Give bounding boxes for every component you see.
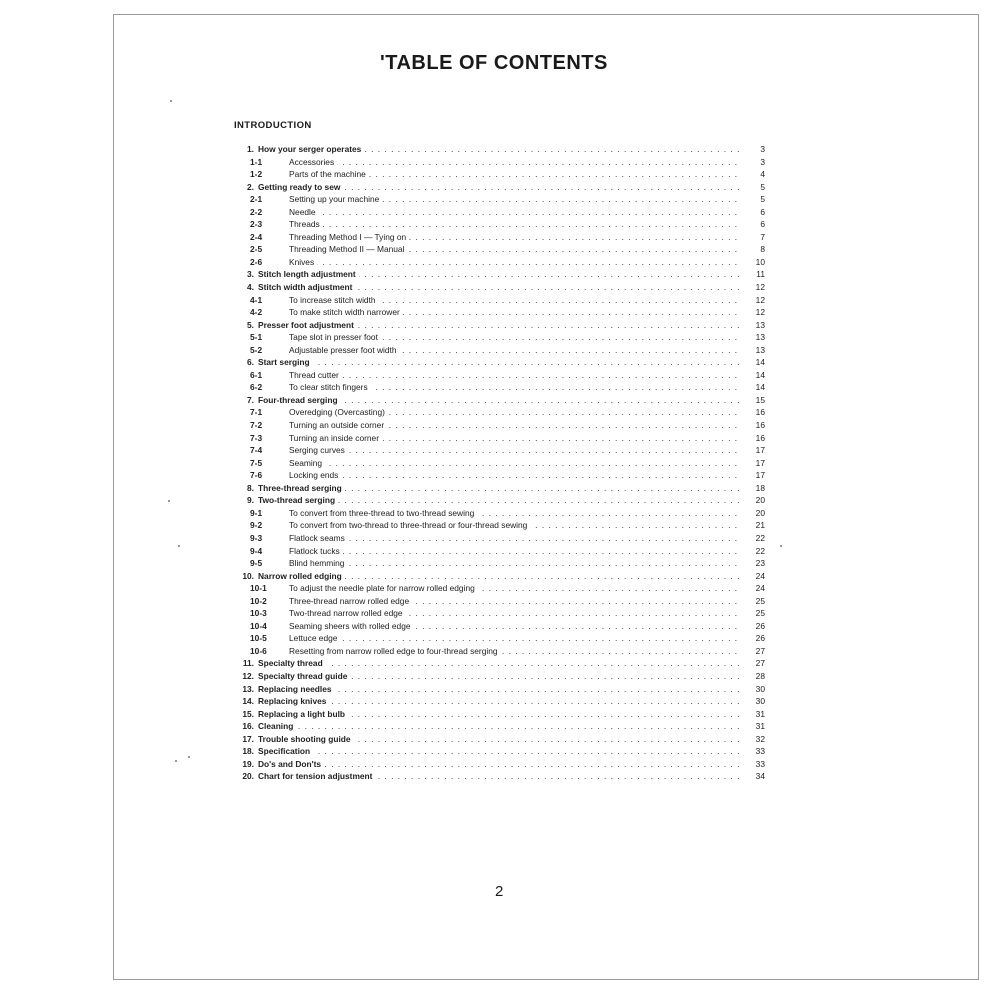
toc-entry-title: To adjust the needle plate for narrow rolled edging: [289, 583, 478, 593]
toc-entry-page: 25: [755, 595, 765, 606]
toc-entry: [230, 720, 765, 733]
toc-entry-label: [289, 469, 739, 482]
toc-entry-number: 7-6: [250, 470, 263, 481]
toc-entry-page: 12: [755, 282, 765, 293]
toc-entry-number: 2-4: [250, 231, 263, 242]
toc-entry-title: To convert from two-thread to three-thread or four-thread sewing: [289, 520, 530, 530]
toc-entry-title: How your serger operates: [258, 144, 364, 154]
toc-entry-page: 34: [755, 771, 765, 782]
toc-entry-title: Replacing knives: [258, 696, 329, 706]
toc-entry: [230, 281, 765, 294]
toc-entry: [230, 344, 765, 357]
toc-entry-number: 4-2: [250, 307, 263, 318]
toc-entry-title: Serging curves: [289, 445, 348, 455]
toc-entry-label: [289, 457, 739, 470]
toc-entry-title: Three-thread narrow rolled edge: [289, 596, 412, 606]
toc-entry-label: [289, 256, 739, 269]
toc-entry-title: Four-thread serging: [258, 395, 341, 405]
toc-entry-page: 12: [755, 307, 765, 318]
toc-entry-title: Getting ready to sew: [258, 182, 343, 192]
toc-entry: [230, 733, 765, 746]
toc-entry-page: 24: [755, 583, 765, 594]
toc-entry-page: 33: [755, 758, 765, 769]
toc-entry-label: [289, 294, 739, 307]
toc-entry: [230, 745, 765, 758]
toc-entry-number: 18.: [242, 746, 254, 757]
toc-entry-page: 13: [755, 319, 765, 330]
toc-entry-page: 24: [755, 570, 765, 581]
toc-entry-label: [258, 482, 739, 495]
page-title: 'TABLE OF CONTENTS: [380, 52, 608, 74]
toc-entry-page: 30: [755, 696, 765, 707]
toc-entry-title: Specialty thread: [258, 658, 326, 668]
toc-entry-label: [258, 268, 739, 281]
toc-entry-number: 1-1: [250, 156, 263, 167]
toc-entry-page: 20: [755, 495, 765, 506]
toc-entry-title: Setting up your machine: [289, 194, 382, 204]
toc-entry-page: 26: [755, 620, 765, 631]
toc-entry-number: 11.: [242, 658, 254, 669]
toc-entry-title: To make stitch width narrower: [289, 307, 403, 317]
toc-entry-label: [289, 344, 739, 357]
toc-entry: [230, 231, 765, 244]
toc-entry-number: 9-5: [250, 558, 263, 569]
toc-entry-number: 7-1: [250, 407, 263, 418]
toc-entry-page: 7: [760, 231, 765, 242]
toc-entry: [230, 620, 765, 633]
toc-entry-title: Turning an outside corner: [289, 420, 387, 430]
toc-entry-title: Seaming: [289, 458, 325, 468]
toc-entry-label: [258, 181, 739, 194]
toc-entry-label: [289, 306, 739, 319]
toc-entry-title: Overedging (Overcasting): [289, 407, 388, 417]
toc-entry-page: 31: [755, 721, 765, 732]
page-number: 2: [495, 883, 504, 900]
toc-entry-title: Presser foot adjustment: [258, 320, 357, 330]
toc-entry-number: 12.: [242, 670, 254, 681]
toc-entry-title: Lettuce edge: [289, 633, 340, 643]
toc-entry-page: 14: [755, 382, 765, 393]
toc-entry-label: [289, 419, 739, 432]
toc-entry-page: 14: [755, 369, 765, 380]
toc-entry-number: 2-2: [250, 206, 263, 217]
toc-entry-label: [289, 432, 739, 445]
toc-entry-title: Specification: [258, 746, 313, 756]
toc-entry-page: 32: [755, 733, 765, 744]
toc-entry: [230, 369, 765, 382]
toc-entry-title: Trouble shooting guide: [258, 734, 354, 744]
toc-entry-page: 18: [755, 482, 765, 493]
toc-entry-number: 2.: [247, 181, 254, 192]
toc-entry-title: To increase stitch width: [289, 295, 379, 305]
toc-entry: [230, 657, 765, 670]
toc-entry-page: 5: [760, 181, 765, 192]
toc-entry: [230, 607, 765, 620]
toc-entry: [230, 181, 765, 194]
toc-entry-page: 26: [755, 633, 765, 644]
toc-entry-title: Replacing a light bulb: [258, 709, 348, 719]
scan-speck: [170, 100, 172, 102]
toc-entry-label: [258, 720, 739, 733]
toc-entry-label: [258, 319, 739, 332]
toc-entry-title: Cleaning: [258, 721, 296, 731]
toc-entry-page: 28: [755, 670, 765, 681]
toc-entry-title: Turning an inside corner: [289, 433, 382, 443]
toc-entry-number: 6.: [247, 357, 254, 368]
toc-entry: [230, 294, 765, 307]
toc-entry-number: 17.: [242, 733, 254, 744]
toc-entry: [230, 268, 765, 281]
toc-entry-number: 2-3: [250, 219, 263, 230]
scan-speck: [178, 545, 180, 547]
toc-entry-label: [289, 218, 739, 231]
toc-entry: [230, 670, 765, 683]
toc-entry-label: [289, 193, 739, 206]
toc-entry: [230, 708, 765, 721]
toc-entry-number: 6-1: [250, 369, 263, 380]
toc-entry-page: 4: [760, 169, 765, 180]
toc-entry-page: 16: [755, 432, 765, 443]
toc-entry-title: Chart for tension adjustment: [258, 771, 375, 781]
toc-entry-number: 10-1: [250, 583, 267, 594]
scan-speck: [188, 756, 190, 758]
toc-entry-label: [289, 331, 739, 344]
toc-entry: [230, 218, 765, 231]
toc-entry-number: 5-2: [250, 344, 263, 355]
toc-entry-number: 9-2: [250, 520, 263, 531]
toc-entry-number: 4-1: [250, 294, 263, 305]
toc-entry-number: 20.: [242, 771, 254, 782]
toc-entry: [230, 519, 765, 532]
toc-entry-number: 7.: [247, 394, 254, 405]
toc-entry: [230, 193, 765, 206]
toc-entry: [230, 469, 765, 482]
toc-entry-title: Three-thread serging: [258, 483, 345, 493]
toc-entry-number: 7-4: [250, 445, 263, 456]
toc-entry-title: Tape slot in presser foot: [289, 332, 381, 342]
toc-entry: [230, 168, 765, 181]
toc-entry-number: 10-3: [250, 608, 267, 619]
toc-entry-number: 1-2: [250, 169, 263, 180]
toc-entry-label: [289, 519, 739, 532]
toc-entry-number: 15.: [242, 708, 254, 719]
toc-entry-label: [289, 369, 739, 382]
toc-entry: [230, 306, 765, 319]
toc-entry-label: [289, 595, 739, 608]
toc-entry-label: [289, 231, 739, 244]
toc-entry-number: 9-4: [250, 545, 263, 556]
toc-entry-number: 2-1: [250, 194, 263, 205]
toc-entry-number: 19.: [242, 758, 254, 769]
toc-entry-number: 9-3: [250, 532, 263, 543]
toc-entry-number: 16.: [242, 721, 254, 732]
toc-entry-title: Needle: [289, 207, 319, 217]
toc-entry: [230, 143, 765, 156]
toc-entry-title: Flatlock tucks: [289, 546, 343, 556]
toc-entry-title: Adjustable presser foot width: [289, 345, 400, 355]
toc-entry-number: 4.: [247, 282, 254, 293]
toc-entry-page: 31: [755, 708, 765, 719]
section-heading: INTRODUCTION: [234, 120, 312, 131]
toc-entry-label: [289, 444, 739, 457]
toc-entry-label: [289, 243, 739, 256]
toc-entry-number: 7-3: [250, 432, 263, 443]
toc-entry-number: 13.: [242, 683, 254, 694]
toc-entry-page: 17: [755, 445, 765, 456]
toc-entry-page: 14: [755, 357, 765, 368]
toc-entry-page: 27: [755, 658, 765, 669]
toc-entry-title: Do's and Don'ts: [258, 759, 324, 769]
toc-entry-label: [258, 733, 739, 746]
toc-entry-label: [289, 557, 739, 570]
toc-entry-page: 22: [755, 532, 765, 543]
toc-entry-label: [289, 532, 739, 545]
toc-entry-page: 23: [755, 558, 765, 569]
toc-entry-number: 8.: [247, 482, 254, 493]
toc-entry-title: Flatlock seams: [289, 533, 348, 543]
toc-entry-label: [289, 156, 739, 169]
toc-entry-number: 10-5: [250, 633, 267, 644]
toc-entry-page: 16: [755, 407, 765, 418]
toc-entry-page: 12: [755, 294, 765, 305]
toc-entry-page: 6: [760, 206, 765, 217]
toc-entry: [230, 695, 765, 708]
toc-entry-label: [258, 356, 739, 369]
toc-entry-title: Threads: [289, 219, 323, 229]
toc-entry-label: [258, 670, 739, 683]
toc-entry: [230, 432, 765, 445]
toc-entry-label: [258, 695, 739, 708]
toc-entry: [230, 645, 765, 658]
toc-entry-number: 2-6: [250, 256, 263, 267]
toc-entry-label: [289, 206, 739, 219]
toc-entry-number: 10.: [242, 570, 254, 581]
toc-entry: [230, 532, 765, 545]
toc-entry-title: Accessories: [289, 157, 337, 167]
toc-entry-title: Narrow rolled edging: [258, 571, 345, 581]
toc-entry: [230, 770, 765, 783]
toc-entry-title: Locking ends: [289, 470, 341, 480]
toc-entry-page: 16: [755, 420, 765, 431]
toc-entry-number: 7-5: [250, 457, 263, 468]
toc-entry-title: To convert from three-thread to two-thread sewing: [289, 508, 477, 518]
toc-entry-number: 14.: [242, 696, 254, 707]
toc-entry-number: 7-2: [250, 420, 263, 431]
toc-entry: [230, 381, 765, 394]
toc-entry-label: [258, 657, 739, 670]
toc-entry: [230, 406, 765, 419]
toc-entry: [230, 683, 765, 696]
toc-entry-number: 9-1: [250, 507, 263, 518]
scan-speck: [175, 760, 177, 762]
toc-entry-number: 10-4: [250, 620, 267, 631]
toc-entry-number: 6-2: [250, 382, 263, 393]
toc-entry: [230, 419, 765, 432]
toc-entry: [230, 557, 765, 570]
toc-entry-label: [258, 143, 739, 156]
toc-entry-label: [258, 683, 739, 696]
toc-entry-title: Parts of the machine: [289, 169, 369, 179]
toc-entry: [230, 394, 765, 407]
toc-entry-label: [289, 582, 739, 595]
toc-entry-label: [289, 507, 739, 520]
toc-entry-title: Two-thread serging: [258, 495, 338, 505]
toc-entry-label: [258, 494, 739, 507]
toc-entry-number: 10-2: [250, 595, 267, 606]
toc-entry: [230, 243, 765, 256]
toc-entry-title: Two-thread narrow rolled edge: [289, 608, 406, 618]
toc-entry-page: 3: [760, 156, 765, 167]
toc-entry: [230, 457, 765, 470]
toc-entry-number: 1.: [247, 144, 254, 154]
toc-entry-title: Thread cutter: [289, 370, 342, 380]
toc-entry-number: 3.: [247, 269, 254, 280]
scan-speck: [780, 545, 782, 547]
toc-entry: [230, 206, 765, 219]
toc-entry: [230, 632, 765, 645]
toc-entry-number: 5.: [247, 319, 254, 330]
toc-entry-number: 10-6: [250, 645, 267, 656]
toc-entry-page: 22: [755, 545, 765, 556]
toc-entry-page: 30: [755, 683, 765, 694]
toc-entry-page: 13: [755, 344, 765, 355]
toc-entry-page: 3: [760, 144, 765, 154]
toc-entry-label: [289, 381, 739, 394]
toc-entry-label: [289, 607, 739, 620]
toc-entry-page: 10: [755, 256, 765, 267]
toc-entry: [230, 582, 765, 595]
toc-entry: [230, 356, 765, 369]
toc-entry: [230, 570, 765, 583]
toc-entry-label: [258, 758, 739, 771]
toc-entry: [230, 444, 765, 457]
toc-entry-title: Stitch length adjustment: [258, 269, 359, 279]
toc-entry-label: [258, 708, 739, 721]
toc-entry-page: 25: [755, 608, 765, 619]
toc-entry-label: [258, 770, 739, 783]
toc-entry-title: Replacing needles: [258, 684, 335, 694]
toc-entry-number: 2-5: [250, 244, 263, 255]
toc-entry-page: 17: [755, 470, 765, 481]
toc-entry-label: [289, 545, 739, 558]
toc-entry-label: [289, 632, 739, 645]
toc-entry-page: 20: [755, 507, 765, 518]
toc-entry: [230, 331, 765, 344]
toc-entry: [230, 494, 765, 507]
toc-entry-title: Blind hemming: [289, 558, 347, 568]
toc-entry-title: Threading Method II — Manual: [289, 244, 407, 254]
toc-entry: [230, 319, 765, 332]
toc-entry-page: 17: [755, 457, 765, 468]
toc-entry-title: Threading Method I — Tying on: [289, 232, 409, 242]
toc-entry-page: 6: [760, 219, 765, 230]
toc-entry: [230, 156, 765, 169]
toc-entry-page: 21: [755, 520, 765, 531]
toc-entry-page: 8: [760, 244, 765, 255]
toc-entry-page: 33: [755, 746, 765, 757]
toc-entry: [230, 507, 765, 520]
toc-entry-title: Knives: [289, 257, 317, 267]
toc-entry-title: Specialty thread guide: [258, 671, 350, 681]
toc-entry-label: [289, 168, 739, 181]
toc-entry-label: [258, 281, 739, 294]
toc-entry-title: To clear stitch fingers: [289, 382, 371, 392]
toc-entry-label: [258, 394, 739, 407]
toc-entry-label: [258, 745, 739, 758]
table-of-contents: [230, 143, 765, 783]
toc-entry-label: [258, 570, 739, 583]
toc-entry: [230, 482, 765, 495]
toc-entry-number: 5-1: [250, 332, 263, 343]
toc-entry-page: 5: [760, 194, 765, 205]
toc-entry-page: 15: [755, 394, 765, 405]
toc-entry-label: [289, 645, 739, 658]
toc-entry-number: 9.: [247, 495, 254, 506]
toc-entry: [230, 256, 765, 269]
toc-entry: [230, 595, 765, 608]
toc-entry-label: [289, 406, 739, 419]
scan-speck: [168, 500, 170, 502]
toc-entry-title: Start serging: [258, 357, 313, 367]
toc-entry-page: 11: [756, 269, 765, 280]
toc-entry-title: Resetting from narrow rolled edge to four-thread serging: [289, 646, 501, 656]
toc-entry-title: Stitch width adjustment: [258, 282, 355, 292]
toc-entry-title: Seaming sheers with rolled edge: [289, 621, 414, 631]
toc-entry-label: [289, 620, 739, 633]
toc-entry: [230, 545, 765, 558]
toc-entry: [230, 758, 765, 771]
toc-entry-page: 27: [755, 645, 765, 656]
toc-entry-page: 13: [755, 332, 765, 343]
